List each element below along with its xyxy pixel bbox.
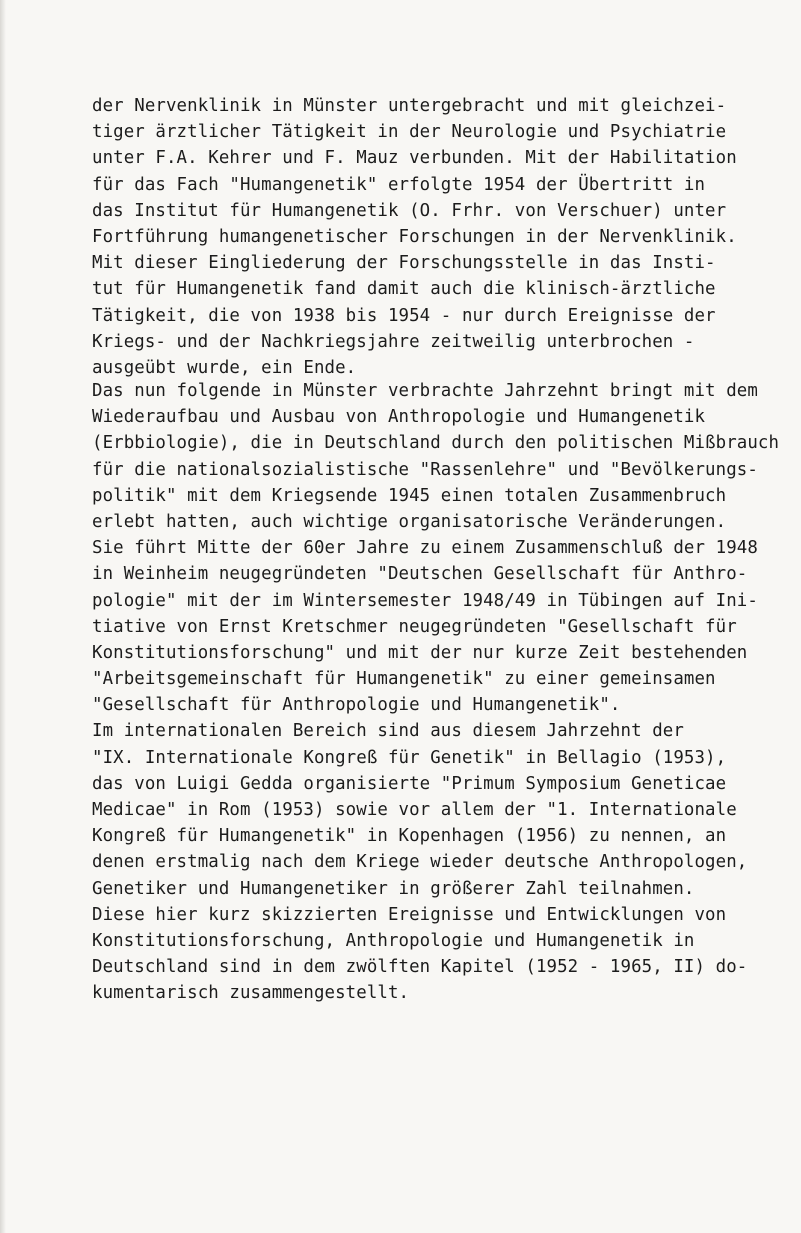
text-line: der Nervenklinik in Münster untergebracht und mit gleichzei- xyxy=(92,96,727,116)
text-line: "Gesellschaft für Anthropologie und Humangenetik". xyxy=(92,695,621,716)
text-line: unter F.A. Kehrer und F. Mauz verbunden. Mit der Habilitation xyxy=(92,148,737,169)
text-line: denen erstmalig nach dem Kriege wieder deutsche Anthropologen, xyxy=(92,852,748,873)
text-line: Fortführung humangenetischer Forschungen in der Nervenklinik. xyxy=(92,226,737,247)
text-line: politik" mit dem Kriegsende 1945 einen totalen Zusammenbruch xyxy=(92,485,727,506)
text-line: tiger ärztlicher Tätigkeit in der Neurologie und Psychiatrie xyxy=(92,122,727,143)
text-line: Kriegs- und der Nachkriegsjahre zeitweilig unterbrochen - xyxy=(92,331,695,352)
text-line: Medicae" in Rom (1953) sowie vor allem der "1. Internationale xyxy=(92,800,737,820)
text-line: "IX. Internationale Kongreß für Genetik" in Bellagio (1953), xyxy=(92,747,727,768)
text-line: Genetiker und Humangenetiker in größerer Zahl teilnahmen. xyxy=(92,878,695,899)
page-edge-shadow xyxy=(0,0,6,1233)
text-line: "Arbeitsgemeinschaft für Humangenetik" zu einer gemeinsamen xyxy=(92,669,716,690)
text-line: ausgeübt wurde, ein Ende. xyxy=(92,357,357,378)
text-line: Deutschland sind in dem zwölften Kapitel (1952 - 1965, II) do- xyxy=(92,957,748,978)
text-line: tut für Humangenetik fand damit auch die klinisch-ärztliche xyxy=(92,279,716,300)
text-line: (Erbbiologie), die in Deutschland durch den politischen Mißbrauch xyxy=(92,433,780,454)
text-line: Konstitutionsforschung" und mit der nur kurze Zeit bestehenden xyxy=(92,642,748,663)
text-line: Das nun folgende in Münster verbrachte Jahrzehnt bringt mit dem xyxy=(92,381,758,401)
text-line: pologie" mit der im Wintersemester 1948/49 in Tübingen auf Ini- xyxy=(92,590,758,611)
text-line: für das Fach "Humangenetik" erfolgte 1954 der Übertritt in xyxy=(92,174,706,195)
text-line: Im internationalen Bereich sind aus diesem Jahrzehnt der xyxy=(92,721,684,742)
text-line: Diese hier kurz skizzierten Ereignisse und Entwicklungen von xyxy=(92,904,727,925)
paragraph-2 xyxy=(92,378,792,1007)
text-line: das Institut für Humangenetik (O. Frhr. von Verschuer) unter xyxy=(92,200,727,221)
text-line: das von Luigi Gedda organisierte "Primum Symposium Geneticae xyxy=(92,773,727,794)
text-line: Tätigkeit, die von 1938 bis 1954 - nur durch Ereignisse der xyxy=(92,305,716,326)
text-line: für die nationalsozialistische "Rassenlehre" und "Bevölkerungs- xyxy=(92,459,758,480)
text-line: Wiederaufbau und Ausbau von Anthropologie und Humangenetik xyxy=(92,407,706,428)
text-line: Konstitutionsforschung, Anthropologie und Humangenetik in xyxy=(92,930,695,951)
text-line: Sie führt Mitte der 60er Jahre zu einem Zusammenschluß der 1948 xyxy=(92,538,758,559)
text-line: kumentarisch zusammengestellt. xyxy=(92,983,410,1004)
text-line: in Weinheim neugegründeten "Deutschen Gesellschaft für Anthro- xyxy=(92,564,748,585)
paragraph-1 xyxy=(92,93,792,381)
text-line: Kongreß für Humangenetik" in Kopenhagen (1956) zu nennen, an xyxy=(92,826,727,847)
text-line: erlebt hatten, auch wichtige organisatorische Veränderungen. xyxy=(92,511,727,532)
text-line: tiative von Ernst Kretschmer neugegründeten "Gesellschaft für xyxy=(92,616,737,637)
text-line: Mit dieser Eingliederung der Forschungsstelle in das Insti- xyxy=(92,253,716,274)
